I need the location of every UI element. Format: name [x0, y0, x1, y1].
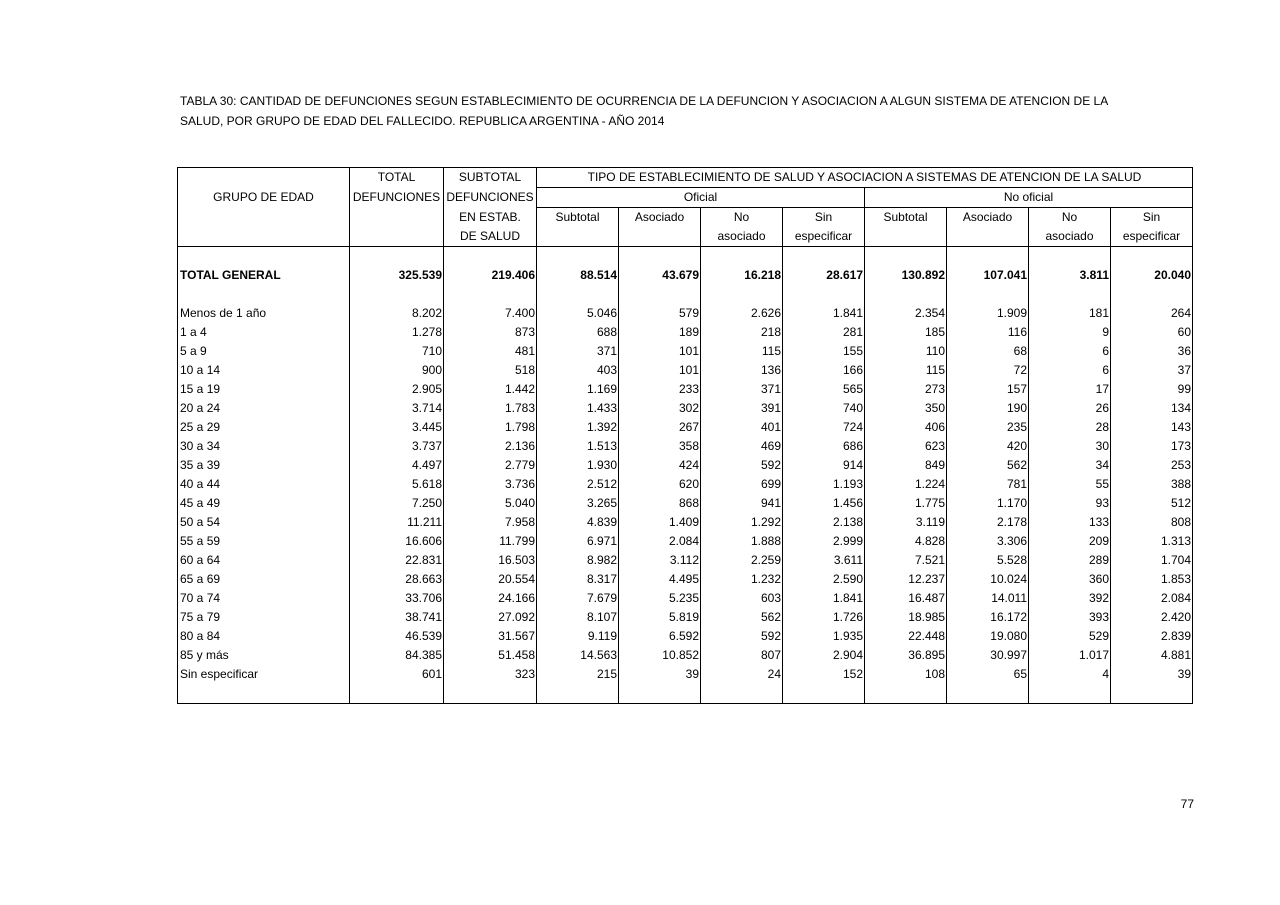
- table-cell: 16.218: [701, 266, 783, 285]
- table-cell: 233: [619, 380, 701, 399]
- table-cell: 808: [1111, 513, 1193, 532]
- table-cell: 173: [1111, 437, 1193, 456]
- table-body: [178, 247, 1193, 704]
- table-cell: 849: [865, 456, 947, 475]
- table-cell: 2.590: [783, 570, 865, 589]
- header-nof-no-asociado-l1: No: [1029, 208, 1111, 228]
- table-cell: 4.828: [865, 532, 947, 551]
- table-cell: 2.136: [444, 437, 537, 456]
- spacer-row: [178, 285, 1193, 304]
- table-cell: 529: [1029, 627, 1111, 646]
- table-cell: 1.783: [444, 399, 537, 418]
- table-cell: 941: [701, 494, 783, 513]
- header-grupo-edad: GRUPO DE EDAD: [178, 188, 350, 208]
- table-cell: 189: [619, 323, 701, 342]
- header-tipo-establecimiento: TIPO DE ESTABLECIMIENTO DE SALUD Y ASOCIACION A SISTEMAS DE ATENCION DE LA SALUD: [537, 168, 1193, 188]
- table-cell: 136: [701, 361, 783, 380]
- table-cell: 518: [444, 361, 537, 380]
- table-cell: 3.736: [444, 475, 537, 494]
- table-cell: 19.080: [947, 627, 1029, 646]
- table-cell: 1.798: [444, 418, 537, 437]
- table-row: [178, 323, 1193, 342]
- table-cell: 8.982: [537, 551, 619, 570]
- table-cell: 133: [1029, 513, 1111, 532]
- table-cell: 11.799: [444, 532, 537, 551]
- table-cell: 22.831: [350, 551, 444, 570]
- row-label: 50 a 54: [178, 513, 350, 532]
- table-cell: 592: [701, 456, 783, 475]
- table-cell: 8.202: [350, 304, 444, 323]
- table-row: [178, 361, 1193, 380]
- header-of-sin-especificar-l2: especificar: [783, 227, 865, 247]
- table-cell: 469: [701, 437, 783, 456]
- table-cell: 5.528: [947, 551, 1029, 570]
- table-cell: 403: [537, 361, 619, 380]
- table-cell: 2.354: [865, 304, 947, 323]
- table-cell: 3.306: [947, 532, 1029, 551]
- table-cell: 620: [619, 475, 701, 494]
- table-cell: 16.172: [947, 608, 1029, 627]
- table-cell: 1.193: [783, 475, 865, 494]
- table-cell: 900: [350, 361, 444, 380]
- table-title: [180, 91, 1160, 131]
- table-cell: 264: [1111, 304, 1193, 323]
- table-cell: 37: [1111, 361, 1193, 380]
- header-nof-subtotal: Subtotal: [865, 208, 947, 228]
- table-cell: 10.852: [619, 646, 701, 665]
- table-cell: 218: [701, 323, 783, 342]
- table-cell: 3.119: [865, 513, 947, 532]
- table-cell: 1.704: [1111, 551, 1193, 570]
- table-cell: 43.679: [619, 266, 701, 285]
- table-row: [178, 380, 1193, 399]
- table-cell: 1.170: [947, 494, 1029, 513]
- table-header: [178, 168, 1193, 247]
- table-cell: 579: [619, 304, 701, 323]
- table-cell: 68: [947, 342, 1029, 361]
- header-of-no-asociado-l2: asociado: [701, 227, 783, 247]
- table-cell: 11.211: [350, 513, 444, 532]
- table-cell: 325.539: [350, 266, 444, 285]
- table-row: [178, 646, 1193, 665]
- table-cell: 134: [1111, 399, 1193, 418]
- table-cell: 12.237: [865, 570, 947, 589]
- table-cell: 1.292: [701, 513, 783, 532]
- header-subtotal-l4: DE SALUD: [444, 227, 537, 247]
- table-cell: 740: [783, 399, 865, 418]
- table-cell: 115: [865, 361, 947, 380]
- table-cell: 36.895: [865, 646, 947, 665]
- table-cell: 72: [947, 361, 1029, 380]
- table-cell: 3.811: [1029, 266, 1111, 285]
- table-cell: 1.392: [537, 418, 619, 437]
- table-cell: 5.040: [444, 494, 537, 513]
- table-cell: 406: [865, 418, 947, 437]
- table-cell: 1.169: [537, 380, 619, 399]
- table-cell: 2.626: [701, 304, 783, 323]
- table-cell: 302: [619, 399, 701, 418]
- table-cell: 28.663: [350, 570, 444, 589]
- row-label: 75 a 79: [178, 608, 350, 627]
- row-label: 25 a 29: [178, 418, 350, 437]
- table-cell: 1.456: [783, 494, 865, 513]
- table-cell: 115: [701, 342, 783, 361]
- table-cell: 1.433: [537, 399, 619, 418]
- table-cell: 2.904: [783, 646, 865, 665]
- table-cell: 4.881: [1111, 646, 1193, 665]
- table-title-line-1: TABLA 30: CANTIDAD DE DEFUNCIONES SEGUN ESTABLECIMIENTO DE OCURRENCIA DE LA DEFUNCION Y ASOCIACION A ALGUN SISTEMA DE ATENCION DE LA: [180, 94, 1109, 108]
- table-cell: 36: [1111, 342, 1193, 361]
- table-cell: 3.737: [350, 437, 444, 456]
- table-cell: 281: [783, 323, 865, 342]
- table-cell: 1.930: [537, 456, 619, 475]
- table-cell: 688: [537, 323, 619, 342]
- table-cell: 603: [701, 589, 783, 608]
- table-cell: 16.503: [444, 551, 537, 570]
- table-cell: 7.400: [444, 304, 537, 323]
- table-cell: 30.997: [947, 646, 1029, 665]
- header-nof-sin-especificar-l1: Sin: [1111, 208, 1193, 228]
- table-cell: 46.539: [350, 627, 444, 646]
- table-cell: 562: [947, 456, 1029, 475]
- table-cell: 601: [350, 665, 444, 684]
- table-cell: 20.554: [444, 570, 537, 589]
- table-cell: 60: [1111, 323, 1193, 342]
- header-nof-sin-especificar-l2: especificar: [1111, 227, 1193, 247]
- table-cell: 8.317: [537, 570, 619, 589]
- row-label: 20 a 24: [178, 399, 350, 418]
- table-cell: 623: [865, 437, 947, 456]
- table-cell: 3.611: [783, 551, 865, 570]
- table-cell: 807: [701, 646, 783, 665]
- table-cell: 26: [1029, 399, 1111, 418]
- table-cell: 273: [865, 380, 947, 399]
- table-cell: 562: [701, 608, 783, 627]
- table-cell: 393: [1029, 608, 1111, 627]
- table-cell: 17: [1029, 380, 1111, 399]
- table-cell: 512: [1111, 494, 1193, 513]
- table-cell: 84.385: [350, 646, 444, 665]
- table-cell: 16.487: [865, 589, 947, 608]
- table-cell: 873: [444, 323, 537, 342]
- header-subtotal-l3: EN ESTAB.: [444, 208, 537, 228]
- table-cell: 219.406: [444, 266, 537, 285]
- row-label: 1 a 4: [178, 323, 350, 342]
- table-cell: 24.166: [444, 589, 537, 608]
- table-cell: 2.259: [701, 551, 783, 570]
- header-of-asociado: Asociado: [619, 208, 701, 228]
- table-cell: 481: [444, 342, 537, 361]
- table-cell: 16.606: [350, 532, 444, 551]
- table-row: [178, 627, 1193, 646]
- table-row: [178, 551, 1193, 570]
- table-cell: 235: [947, 418, 1029, 437]
- table-cell: 699: [701, 475, 783, 494]
- table-cell: 166: [783, 361, 865, 380]
- table-row: [178, 665, 1193, 684]
- table-cell: 1.442: [444, 380, 537, 399]
- header-subtotal-l1: SUBTOTAL: [444, 168, 537, 188]
- row-label: 10 a 14: [178, 361, 350, 380]
- table-cell: 323: [444, 665, 537, 684]
- row-label: TOTAL GENERAL: [178, 266, 350, 285]
- table-cell: 18.985: [865, 608, 947, 627]
- table-cell: 155: [783, 342, 865, 361]
- table-row: [178, 589, 1193, 608]
- row-label: 35 a 39: [178, 456, 350, 475]
- row-label: 65 a 69: [178, 570, 350, 589]
- table-cell: 38.741: [350, 608, 444, 627]
- row-label: 40 a 44: [178, 475, 350, 494]
- header-total-l1: TOTAL: [350, 168, 444, 188]
- table-cell: 2.084: [1111, 589, 1193, 608]
- table-cell: 1.935: [783, 627, 865, 646]
- table-cell: 33.706: [350, 589, 444, 608]
- table-cell: 3.714: [350, 399, 444, 418]
- table-cell: 28.617: [783, 266, 865, 285]
- table-row: [178, 532, 1193, 551]
- table-cell: 1.224: [865, 475, 947, 494]
- table-cell: 289: [1029, 551, 1111, 570]
- table-cell: 101: [619, 361, 701, 380]
- table-cell: 6: [1029, 361, 1111, 380]
- table-cell: 3.112: [619, 551, 701, 570]
- table-cell: 107.041: [947, 266, 1029, 285]
- table-cell: 157: [947, 380, 1029, 399]
- table-cell: 1.909: [947, 304, 1029, 323]
- table-cell: 1.232: [701, 570, 783, 589]
- table-cell: 215: [537, 665, 619, 684]
- table-cell: 9.119: [537, 627, 619, 646]
- table-cell: 30: [1029, 437, 1111, 456]
- table-cell: 424: [619, 456, 701, 475]
- table-cell: 116: [947, 323, 1029, 342]
- table-cell: 724: [783, 418, 865, 437]
- table-cell: 5.235: [619, 589, 701, 608]
- table-cell: 1.841: [783, 304, 865, 323]
- table-cell: 2.178: [947, 513, 1029, 532]
- table-cell: 5.046: [537, 304, 619, 323]
- table-cell: 14.011: [947, 589, 1029, 608]
- table-cell: 51.458: [444, 646, 537, 665]
- table-cell: 2.779: [444, 456, 537, 475]
- row-label: 70 a 74: [178, 589, 350, 608]
- table-cell: 2.138: [783, 513, 865, 532]
- table-cell: 39: [619, 665, 701, 684]
- table-cell: 565: [783, 380, 865, 399]
- table-cell: 2.512: [537, 475, 619, 494]
- table-row: [178, 456, 1193, 475]
- table-cell: 185: [865, 323, 947, 342]
- table-row: [178, 418, 1193, 437]
- table-cell: 10.024: [947, 570, 1029, 589]
- table-cell: 2.905: [350, 380, 444, 399]
- table-cell: 1.278: [350, 323, 444, 342]
- header-subtotal-l2: DEFUNCIONES: [444, 188, 537, 208]
- table-cell: 55: [1029, 475, 1111, 494]
- row-label: 15 a 19: [178, 380, 350, 399]
- table-cell: 1.775: [865, 494, 947, 513]
- table-title-line-2: SALUD, POR GRUPO DE EDAD DEL FALLECIDO. REPUBLICA ARGENTINA - AÑO 2014: [180, 114, 665, 128]
- page-number: 77: [1180, 797, 1194, 811]
- table-cell: 65: [947, 665, 1029, 684]
- table-cell: 868: [619, 494, 701, 513]
- table-cell: 4: [1029, 665, 1111, 684]
- table-cell: 781: [947, 475, 1029, 494]
- table-cell: 6: [1029, 342, 1111, 361]
- header-total-l2: DEFUNCIONES: [350, 188, 444, 208]
- table-cell: 31.567: [444, 627, 537, 646]
- table-cell: 2.420: [1111, 608, 1193, 627]
- row-label: 85 y más: [178, 646, 350, 665]
- table-row: [178, 494, 1193, 513]
- table-cell: 190: [947, 399, 1029, 418]
- table-cell: 710: [350, 342, 444, 361]
- table-cell: 39: [1111, 665, 1193, 684]
- table-cell: 1.017: [1029, 646, 1111, 665]
- table-cell: 152: [783, 665, 865, 684]
- spacer-row: [178, 247, 1193, 267]
- table-cell: 5.618: [350, 475, 444, 494]
- table-cell: 358: [619, 437, 701, 456]
- table-cell: 1.853: [1111, 570, 1193, 589]
- table-cell: 1.513: [537, 437, 619, 456]
- row-label: 80 a 84: [178, 627, 350, 646]
- table-cell: 2.084: [619, 532, 701, 551]
- table-cell: 108: [865, 665, 947, 684]
- table-cell: 9: [1029, 323, 1111, 342]
- table-cell: 4.495: [619, 570, 701, 589]
- table-cell: 88.514: [537, 266, 619, 285]
- table-cell: 14.563: [537, 646, 619, 665]
- table-cell: 34: [1029, 456, 1111, 475]
- row-label: Sin especificar: [178, 665, 350, 684]
- table-cell: 7.250: [350, 494, 444, 513]
- table-cell: 1.841: [783, 589, 865, 608]
- table-cell: 1.888: [701, 532, 783, 551]
- table-row: [178, 437, 1193, 456]
- table-cell: 401: [701, 418, 783, 437]
- table-row: [178, 342, 1193, 361]
- table-cell: 27.092: [444, 608, 537, 627]
- table-row: [178, 513, 1193, 532]
- table-cell: 267: [619, 418, 701, 437]
- table-cell: 592: [701, 627, 783, 646]
- row-label: 5 a 9: [178, 342, 350, 361]
- header-nof-asociado: Asociado: [947, 208, 1029, 228]
- table-cell: 101: [619, 342, 701, 361]
- table-cell: 181: [1029, 304, 1111, 323]
- table-cell: 130.892: [865, 266, 947, 285]
- table-cell: 6.971: [537, 532, 619, 551]
- table-row: [178, 608, 1193, 627]
- row-label: 45 a 49: [178, 494, 350, 513]
- table-cell: 99: [1111, 380, 1193, 399]
- header-no-oficial: No oficial: [865, 188, 1193, 208]
- table-cell: 1.726: [783, 608, 865, 627]
- header-grupo-edad-top: [178, 168, 350, 188]
- table-cell: 6.592: [619, 627, 701, 646]
- table-cell: 3.265: [537, 494, 619, 513]
- table-cell: 22.448: [865, 627, 947, 646]
- table-cell: 391: [701, 399, 783, 418]
- table-cell: 7.958: [444, 513, 537, 532]
- row-label: 30 a 34: [178, 437, 350, 456]
- table-cell: 914: [783, 456, 865, 475]
- table-cell: 4.497: [350, 456, 444, 475]
- table-cell: 253: [1111, 456, 1193, 475]
- table-row: [178, 304, 1193, 323]
- table-cell: 8.107: [537, 608, 619, 627]
- table-cell: 20.040: [1111, 266, 1193, 285]
- header-nof-no-asociado-l2: asociado: [1029, 227, 1111, 247]
- header-oficial: Oficial: [537, 188, 865, 208]
- table-cell: 686: [783, 437, 865, 456]
- table-cell: 371: [701, 380, 783, 399]
- table-cell: 392: [1029, 589, 1111, 608]
- table-cell: 1.313: [1111, 532, 1193, 551]
- table-row: [178, 570, 1193, 589]
- table-cell: 420: [947, 437, 1029, 456]
- table-cell: 24: [701, 665, 783, 684]
- table-cell: 110: [865, 342, 947, 361]
- table-cell: 143: [1111, 418, 1193, 437]
- table-cell: 360: [1029, 570, 1111, 589]
- table-cell: 7.521: [865, 551, 947, 570]
- table-cell: 3.445: [350, 418, 444, 437]
- total-general-row: [178, 266, 1193, 285]
- deaths-table: [177, 167, 1193, 704]
- table-row: [178, 399, 1193, 418]
- table-cell: 4.839: [537, 513, 619, 532]
- table-cell: 371: [537, 342, 619, 361]
- table-cell: 93: [1029, 494, 1111, 513]
- table-cell: 388: [1111, 475, 1193, 494]
- table-cell: 209: [1029, 532, 1111, 551]
- table-cell: 1.409: [619, 513, 701, 532]
- row-label: Menos de 1 año: [178, 304, 350, 323]
- header-of-sin-especificar-l1: Sin: [783, 208, 865, 228]
- table-cell: 28: [1029, 418, 1111, 437]
- table-row: [178, 475, 1193, 494]
- row-label: 60 a 64: [178, 551, 350, 570]
- table-cell: 5.819: [619, 608, 701, 627]
- table-cell: 2.839: [1111, 627, 1193, 646]
- table-cell: 7.679: [537, 589, 619, 608]
- table-cell: 350: [865, 399, 947, 418]
- header-of-no-asociado-l1: No: [701, 208, 783, 228]
- spacer-row: [178, 684, 1193, 704]
- table-cell: 2.999: [783, 532, 865, 551]
- header-of-subtotal: Subtotal: [537, 208, 619, 228]
- row-label: 55 a 59: [178, 532, 350, 551]
